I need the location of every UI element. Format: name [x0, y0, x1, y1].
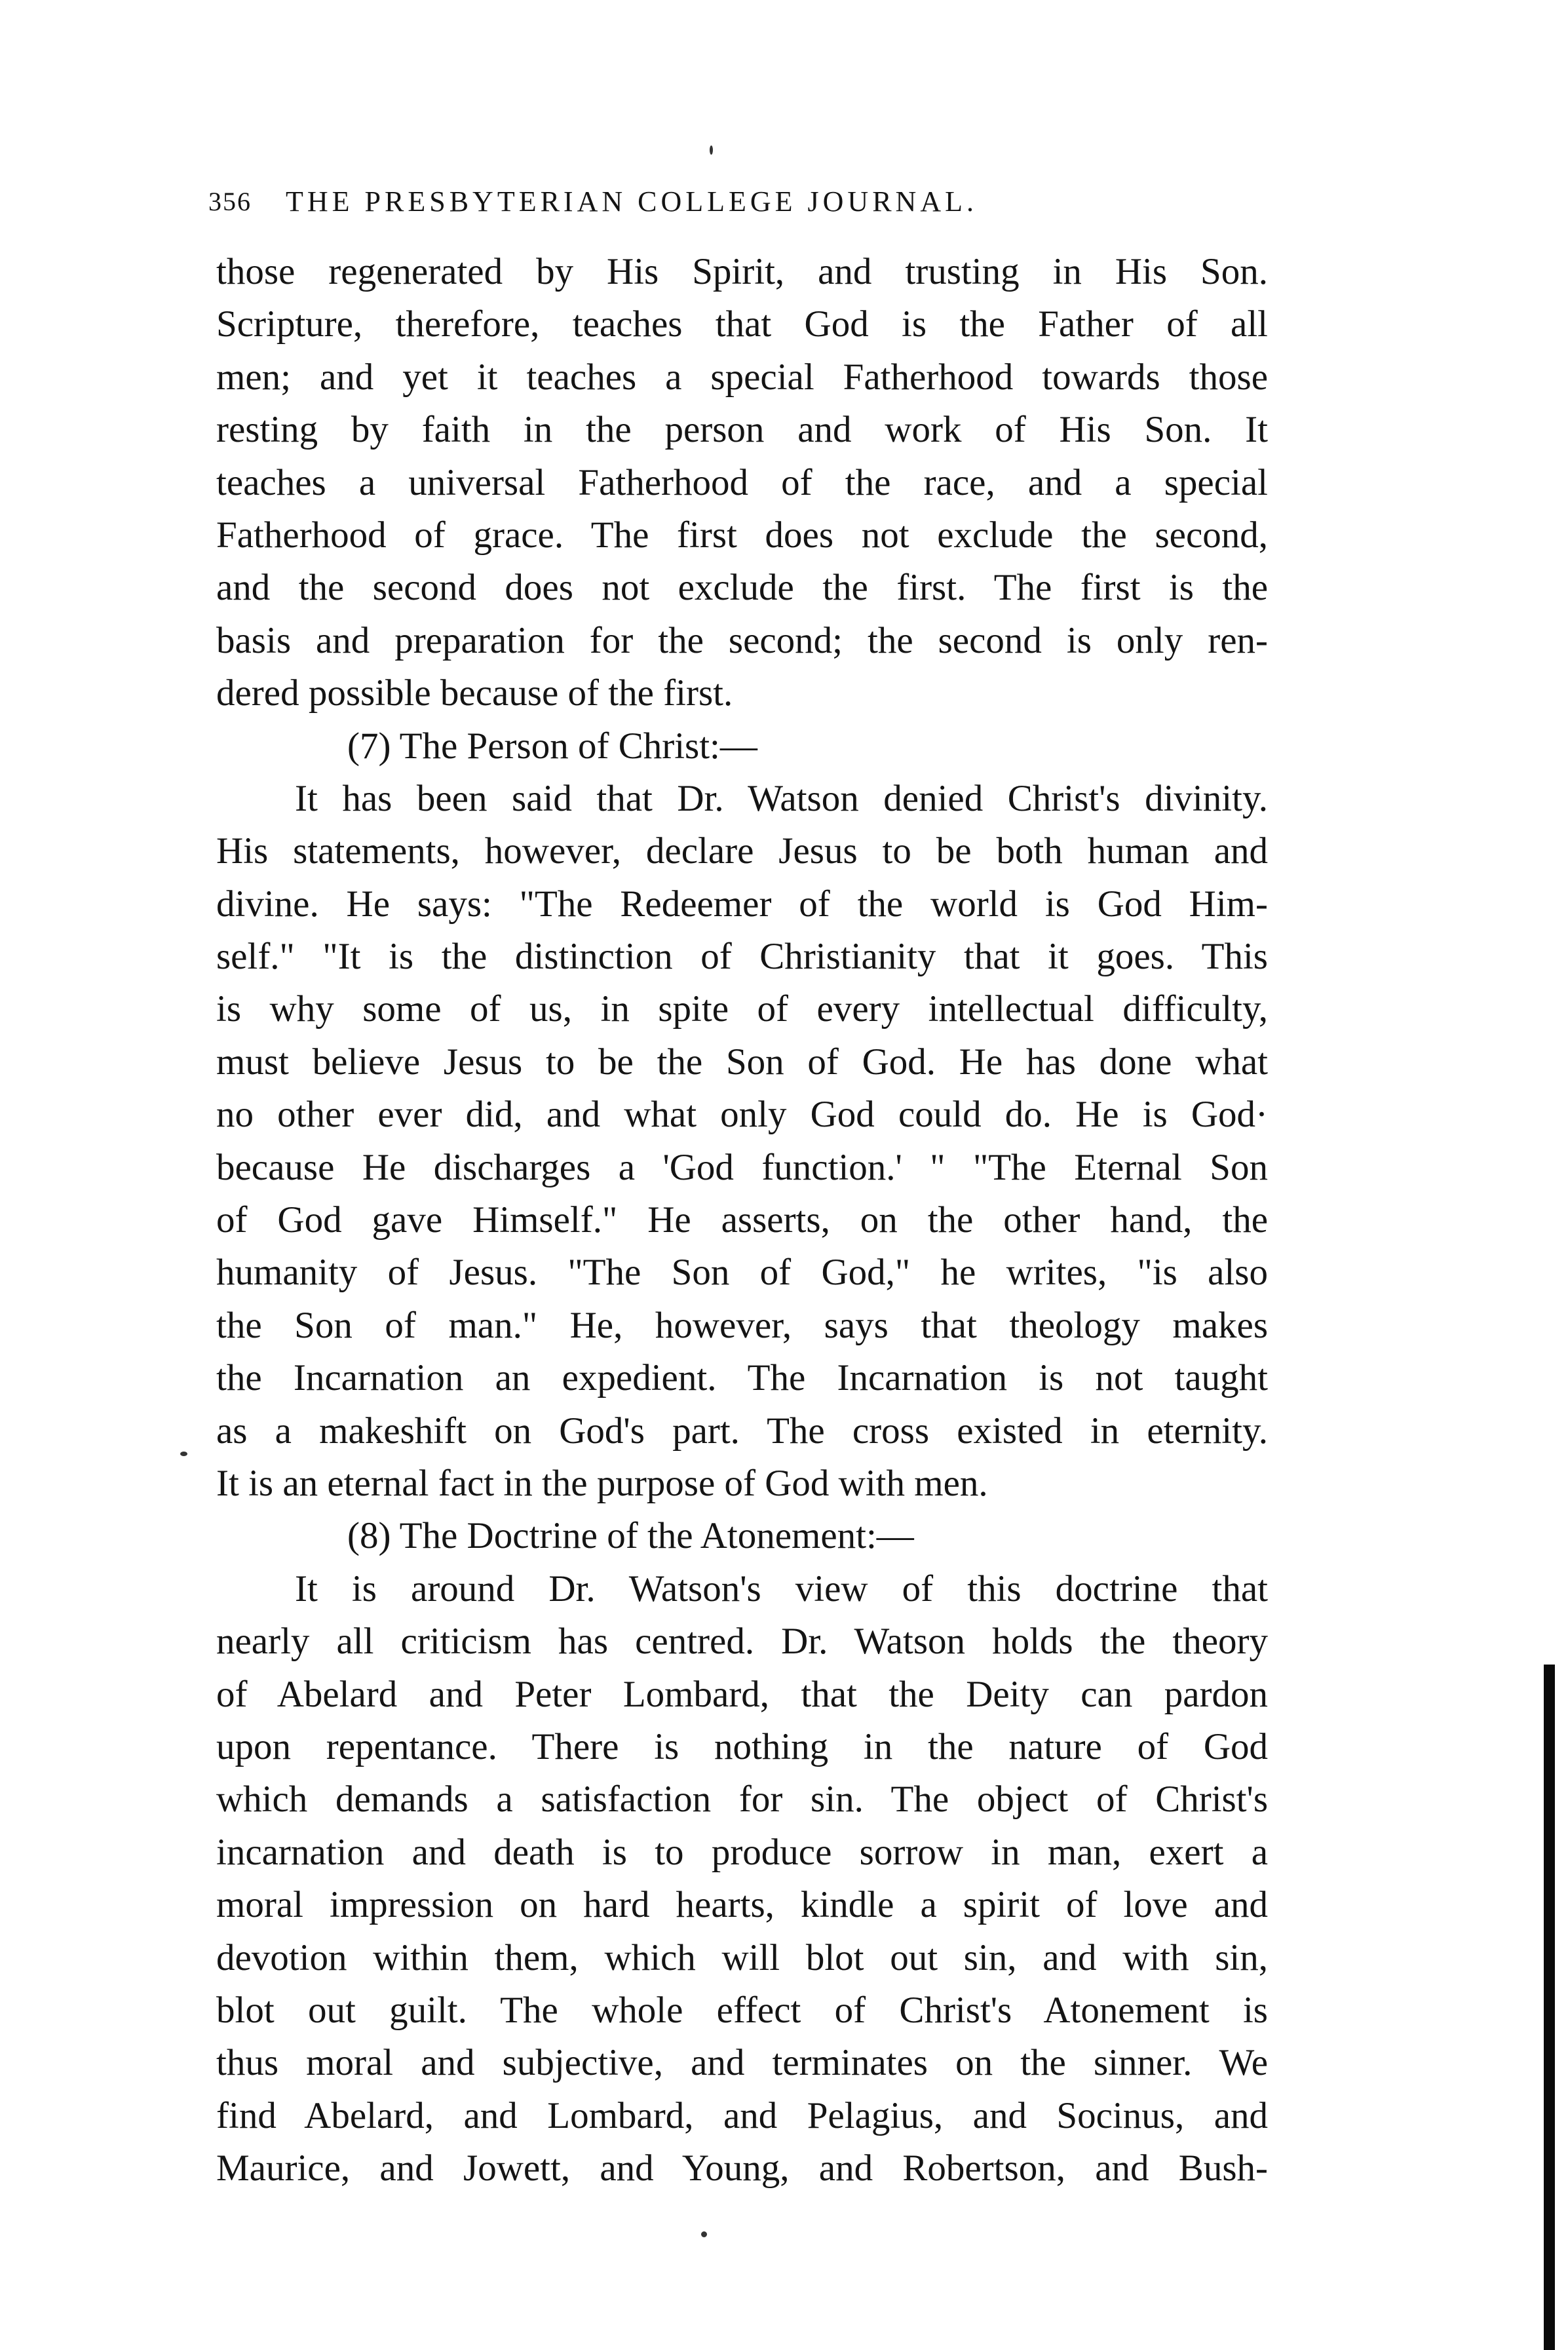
section-heading: (7) The Person of Christ:— [347, 725, 757, 767]
text-line: It is an eternal fact in the purpose of God with men. [216, 1462, 988, 1504]
section-heading: (8) The Doctrine of the Atonement:— [347, 1515, 914, 1557]
scan-speck [180, 1452, 187, 1456]
text-line: teaches a universal Fatherhood of the race, and a special [216, 461, 1268, 503]
text-line: those regenerated by His Spirit, and trusting in His Son. [216, 251, 1268, 292]
text-line: divine. He says: "The Redeemer of the world is God Him- [216, 883, 1268, 925]
text-line: which demands a satisfaction for sin. The object of Christ's [216, 1779, 1268, 1820]
text-line: of God gave Himself." He asserts, on the other hand, the [216, 1199, 1268, 1241]
journal-title: THE PRESBYTERIAN COLLEGE JOURNAL. [286, 185, 978, 218]
text-line: the Son of man." He, however, says that theology makes [216, 1304, 1268, 1346]
text-line: because He discharges a 'God function.' " "The Eternal Son [216, 1146, 1268, 1188]
text-line: Maurice, and Jowett, and Young, and Robertson, and Bush- [216, 2148, 1268, 2189]
text-line: as a makeshift on God's part. The cross existed in eternity. [216, 1410, 1268, 1452]
text-line: Fatherhood of grace. The first does not exclude the second, [216, 514, 1268, 556]
text-line: self." "It is the distinction of Christianity that it goes. This [216, 936, 1268, 978]
text-line: the Incarnation an expedient. The Incarnation is not taught [216, 1357, 1268, 1399]
text-line: devotion within them, which will blot out sin, and with sin, [216, 1936, 1268, 1978]
text-line: upon repentance. There is nothing in the nature of God [216, 1725, 1268, 1767]
text-line: moral impression on hard hearts, kindle a spirit of love and [216, 1884, 1268, 1926]
scan-speck [701, 2231, 707, 2237]
text-line: and the second does not exclude the first. The first is the [216, 567, 1268, 609]
text-line: thus moral and subjective, and terminates on the sinner. We [216, 2042, 1268, 2084]
text-line: men; and yet it teaches a special Fatherhood towards those [216, 356, 1268, 398]
text-line: basis and preparation for the second; the second is only ren- [216, 619, 1268, 661]
body-text [216, 246, 1268, 2195]
scan-speck [710, 145, 713, 155]
text-line: resting by faith in the person and work of His Son. It [216, 409, 1268, 451]
text-line: nearly all criticism has centred. Dr. Watson holds the theory [216, 1621, 1268, 1663]
scan-edge-bar [1544, 1665, 1555, 2350]
text-line: It has been said that Dr. Watson denied Christ's divinity. [295, 777, 1268, 819]
page-number: 356 [208, 187, 252, 216]
text-line: dered possible because of the first. [216, 672, 733, 714]
text-line: of Abelard and Peter Lombard, that the Deity can pardon [216, 1673, 1268, 1715]
text-line: is why some of us, in spite of every intellectual difficulty, [216, 988, 1268, 1030]
text-line: must believe Jesus to be the Son of God. He has done what [216, 1041, 1268, 1083]
text-line: blot out guilt. The whole effect of Christ's Atonement is [216, 1989, 1268, 2031]
text-line: find Abelard, and Lombard, and Pelagius, and Socinus, and [216, 2094, 1268, 2136]
text-line: It is around Dr. Watson's view of this doctrine that [295, 1568, 1268, 1609]
text-line: no other ever did, and what only God could do. He is God· [216, 1094, 1268, 1136]
text-line: incarnation and death is to produce sorrow in man, exert a [216, 1831, 1268, 1873]
text-line: Scripture, therefore, teaches that God is the Father of all [216, 303, 1268, 345]
text-line: humanity of Jesus. "The Son of God," he writes, "is also [216, 1252, 1268, 1294]
text-line: His statements, however, declare Jesus to be both human and [216, 830, 1268, 872]
running-head [208, 176, 1263, 228]
